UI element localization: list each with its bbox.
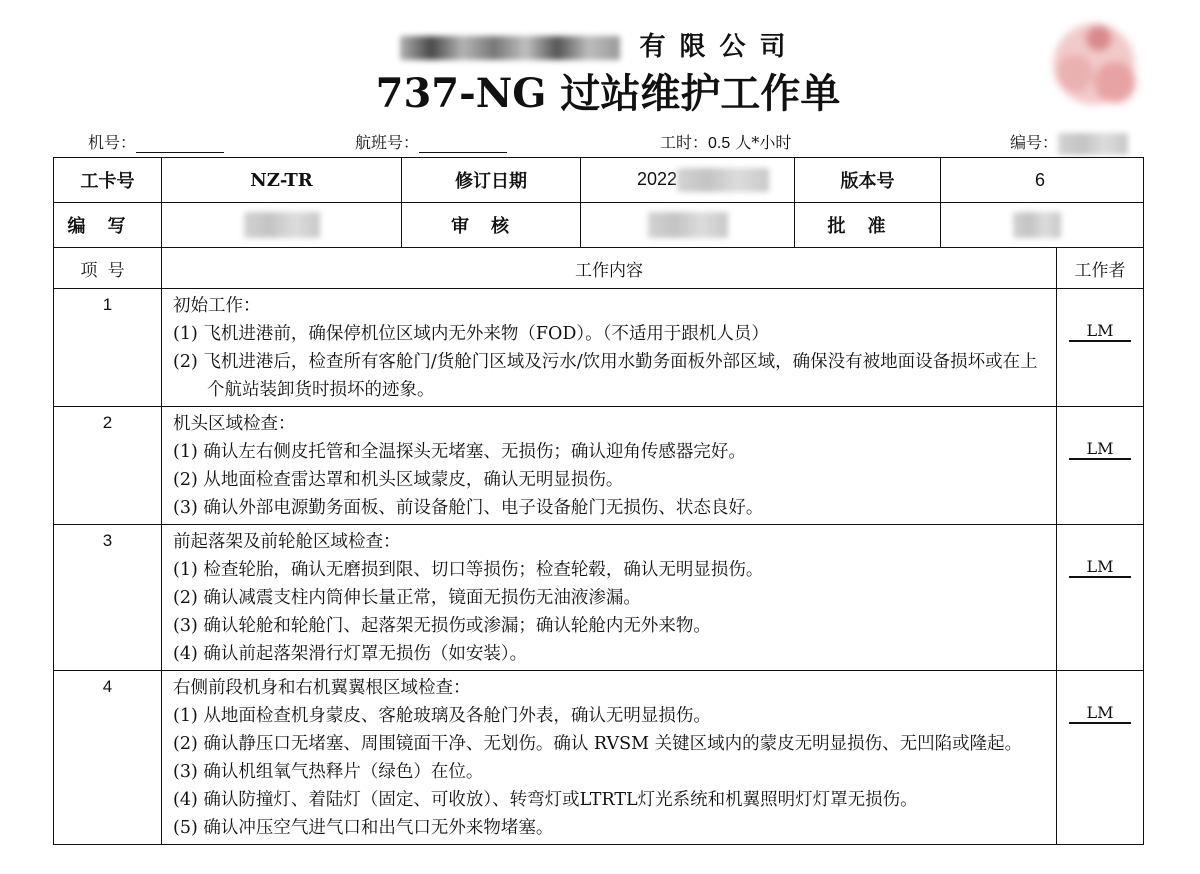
content-line: (2) 从地面检查雷达罩和机头区域蒙皮，确认无明显损伤。 xyxy=(173,470,624,490)
revision-date-cell xyxy=(581,158,795,203)
item-number: 3 xyxy=(54,525,162,671)
approved-by-cell xyxy=(941,203,1144,248)
flight-number-field xyxy=(355,130,507,153)
work-hours-value: 0.5 xyxy=(708,135,731,152)
version-value xyxy=(941,158,1144,203)
work-hours-unit: 人*小时 xyxy=(735,133,792,152)
item-number: 1 xyxy=(54,289,162,407)
item-heading: 右侧前段机身和右机翼翼根区域检查： xyxy=(173,678,471,698)
column-header-row xyxy=(54,248,1144,289)
content-line: (1) 检查轮胎，确认无磨损到限、切口等损伤；检查轮毂，确认无明显损伤。 xyxy=(173,560,764,580)
content-line: (1) 飞机进港前，确保停机位区域内无外来物（FOD）。（不适用于跟机人员） xyxy=(173,324,769,344)
content-line: (3) 确认外部电源勤务面板、前设备舱门、电子设备舱门无损伤、状态良好。 xyxy=(173,498,764,518)
approved-by-label: 批准 xyxy=(795,203,941,248)
table-row xyxy=(54,671,1144,845)
worker-signature: LM xyxy=(1069,705,1131,724)
worker-signature: LM xyxy=(1069,441,1131,460)
content-line: (2) 飞机进港后，检查所有客舱门/货舱门区域及污水/饮用水勤务面板外部区域，确保没有被地面设备损坏或在上个航站装卸货时损坏的迹象。 xyxy=(173,352,1038,400)
tail-number-field xyxy=(88,130,224,153)
table-row xyxy=(54,525,1144,671)
work-content-header: 工作内容 xyxy=(162,248,1057,289)
worker-signature: LM xyxy=(1069,323,1131,342)
content-line: (1) 从地面检查机身蒙皮、客舱玻璃及各舱门外表，确认无明显损伤。 xyxy=(173,706,711,726)
item-number-header-text: 项号 xyxy=(80,260,135,281)
redacted-revision-date xyxy=(677,168,769,192)
table-row xyxy=(54,289,1144,407)
content-line: (5) 确认冲压空气进气口和出气口无外来物堵塞。 xyxy=(173,818,554,838)
item-heading: 初始工作： xyxy=(173,296,261,316)
header-row-sign xyxy=(54,203,1144,248)
document-title: 737-NG 过站维护工作单 xyxy=(375,70,841,117)
redacted-prepared-by xyxy=(244,212,320,238)
document-number-field xyxy=(1010,130,1128,155)
version-number: 6 xyxy=(1035,169,1046,190)
work-content xyxy=(162,525,1057,671)
flight-number-blank xyxy=(419,136,507,153)
header-row-card xyxy=(54,158,1144,203)
worker-header: 工作者 xyxy=(1057,248,1144,289)
work-content xyxy=(162,671,1057,845)
tail-number-blank xyxy=(136,136,224,153)
content-line: (1) 确认左右侧皮托管和全温探头无堵塞、无损伤；确认迎角传感器完好。 xyxy=(173,442,746,462)
redacted-document-number xyxy=(1058,133,1128,155)
revision-date-value: 2022 xyxy=(637,168,678,189)
card-number: NZ-TR xyxy=(162,158,402,203)
content-line: (2) 确认减震支柱内筒伸长量正常，镜面无损伤无油液渗漏。 xyxy=(173,588,641,608)
work-content xyxy=(162,407,1057,525)
item-number-header xyxy=(54,248,162,289)
worker-cell xyxy=(1057,407,1144,525)
version-label: 版本号 xyxy=(795,158,941,203)
redacted-company-name xyxy=(400,36,620,60)
worker-cell xyxy=(1057,671,1144,845)
content-line: (2) 确认静压口无堵塞、周围镜面干净、无划伤。确认 RVSM 关键区域内的蒙皮无明显损伤、无凹陷或隆起。 xyxy=(173,734,1023,754)
work-card-table xyxy=(53,157,1144,845)
reviewed-by-label: 审核 xyxy=(402,203,581,248)
content-line: (4) 确认前起落架滑行灯罩无损伤（如安装）。 xyxy=(173,644,528,664)
worker-cell xyxy=(1057,289,1144,407)
reviewed-by-cell xyxy=(581,203,795,248)
item-number: 4 xyxy=(54,671,162,845)
document-number-label: 编号： xyxy=(1010,133,1059,152)
prepared-by-label: 编写 xyxy=(54,203,162,248)
work-hours-field xyxy=(660,130,791,153)
card-label: 工卡号 xyxy=(54,158,162,203)
work-content xyxy=(162,289,1057,407)
revision-date-label: 修订日期 xyxy=(402,158,581,203)
redacted-approved-by xyxy=(1013,212,1061,238)
redacted-reviewed-by xyxy=(648,212,728,238)
table-row xyxy=(54,407,1144,525)
worker-cell xyxy=(1057,525,1144,671)
item-heading: 机头区域检查： xyxy=(173,414,296,434)
worker-signature: LM xyxy=(1069,559,1131,578)
company-name xyxy=(0,26,1200,63)
tail-number-label: 机号： xyxy=(88,133,137,152)
content-line: (3) 确认机组氧气热释片（绿色）在位。 xyxy=(173,762,484,782)
prepared-by-cell xyxy=(162,203,402,248)
item-heading: 前起落架及前轮舱区域检查： xyxy=(173,532,401,552)
item-number: 2 xyxy=(54,407,162,525)
work-hours-label: 工时： xyxy=(660,133,709,152)
company-name-suffix: 有限公司 xyxy=(639,32,800,62)
flight-number-label: 航班号： xyxy=(355,133,420,152)
content-line: (4) 确认防撞灯、着陆灯（固定、可收放）、转弯灯或LTRTL灯光系统和机翼照明灯灯罩无损伤。 xyxy=(173,790,918,810)
content-line: (3) 确认轮舱和轮舱门、起落架无损伤或渗漏；确认轮舱内无外来物。 xyxy=(173,616,711,636)
